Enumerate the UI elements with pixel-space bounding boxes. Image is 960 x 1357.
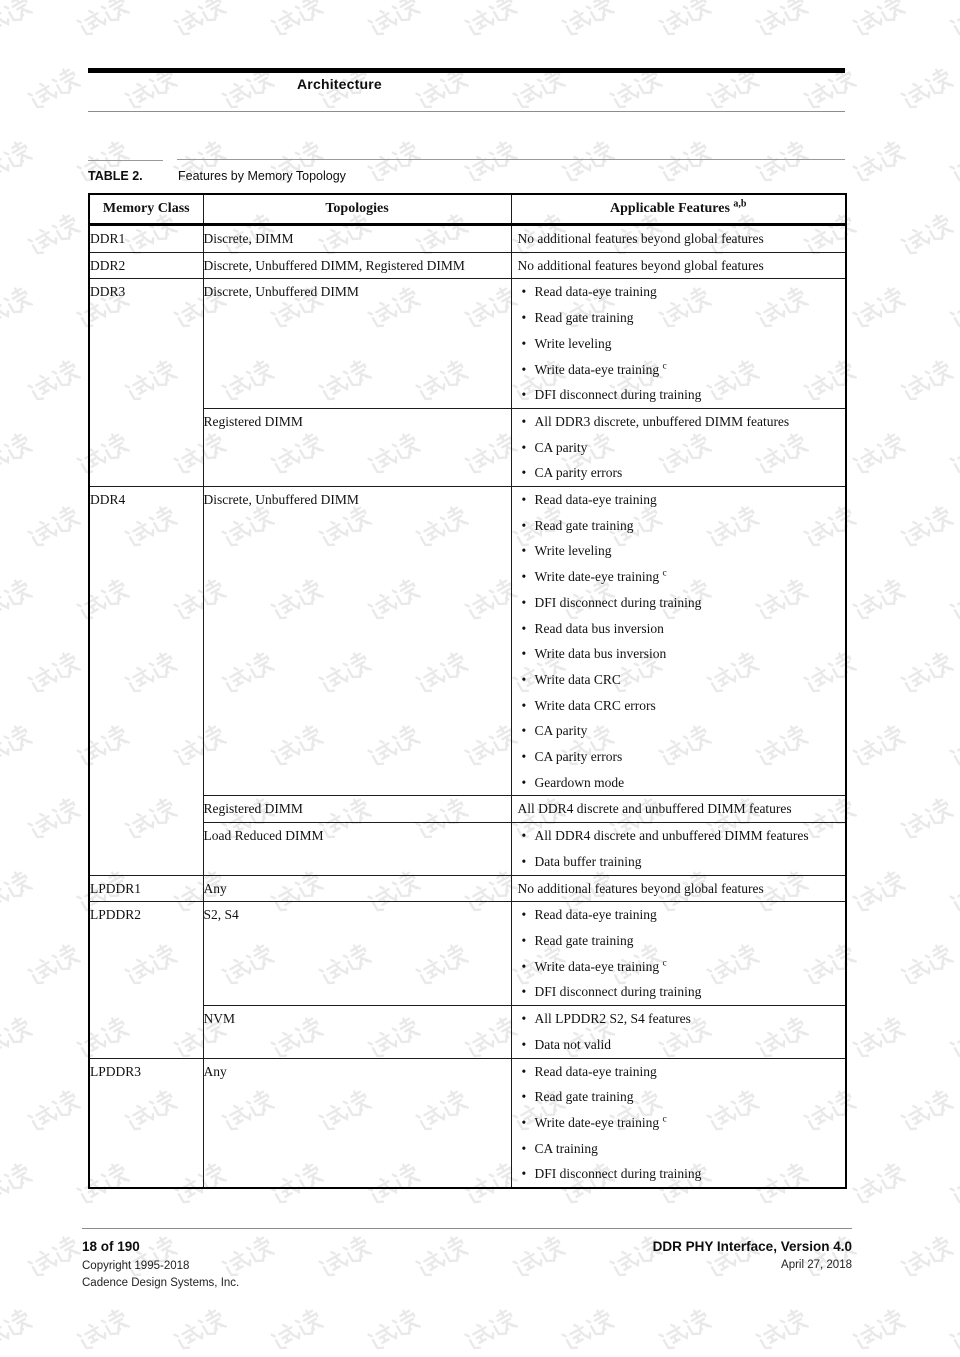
feature-text: Read gate training — [534, 310, 634, 326]
feature-item — [512, 279, 846, 305]
feature-item — [512, 641, 846, 667]
bullet-icon: • — [521, 646, 527, 662]
bullet-icon: • — [521, 1011, 527, 1027]
bullet-icon: • — [521, 1063, 527, 1079]
bullet-icon: • — [521, 413, 527, 429]
footnote-marker: c — [662, 568, 667, 579]
feature-item — [512, 590, 846, 616]
feature-item — [512, 435, 846, 461]
table-caption-title: Features by Memory Topology — [178, 169, 346, 183]
footer-doc-title: DDR PHY Interface, Version 4.0 — [652, 1239, 852, 1254]
table-row — [89, 487, 846, 796]
feature-text: All DDR3 discrete, unbuffered DIMM features — [534, 413, 790, 429]
feature-text: Read data-eye training — [534, 492, 657, 508]
feature-text: DFI disconnect during training — [534, 1166, 702, 1182]
feature-text: Geardown mode — [534, 774, 625, 790]
feature-item — [512, 770, 846, 796]
features-cell — [511, 875, 846, 902]
bullet-icon: • — [521, 335, 527, 351]
feature-text: Read gate training — [534, 1089, 634, 1105]
feature-text: Write data bus inversion — [534, 646, 667, 662]
features-cell — [511, 252, 846, 279]
header-footnote-marker: a,b — [733, 198, 747, 210]
footer-copyright: Copyright 1995-2018 — [82, 1260, 190, 1272]
feature-item — [512, 693, 846, 719]
caption-rule-long — [177, 159, 845, 160]
header-rule — [88, 68, 845, 73]
feature-item — [512, 718, 846, 744]
features-cell — [511, 1006, 846, 1058]
features-cell — [511, 1058, 846, 1188]
feature-text: Write date-eye training — [534, 569, 660, 585]
bullet-icon: • — [521, 749, 527, 765]
topology-cell: Discrete, Unbuffered DIMM — [203, 279, 511, 409]
bullet-icon: • — [521, 828, 527, 844]
feature-item — [512, 823, 846, 849]
bullet-icon: • — [521, 984, 527, 1000]
features-table — [88, 193, 847, 1189]
feature-text: CA parity errors — [534, 465, 623, 481]
feature-item — [512, 1136, 846, 1162]
feature-item — [512, 876, 846, 902]
footnote-marker: c — [662, 958, 667, 969]
bullet-icon: • — [521, 387, 527, 403]
features-cell — [511, 487, 846, 796]
table-row — [89, 796, 846, 823]
table-row — [89, 823, 846, 875]
feature-item — [512, 796, 846, 822]
table-row — [89, 408, 846, 486]
bullet-icon: • — [521, 697, 527, 713]
feature-text: Write data CRC errors — [534, 697, 656, 713]
table-row — [89, 875, 846, 902]
feature-text: Read data-eye training — [534, 907, 657, 923]
feature-text: Read gate training — [534, 517, 634, 533]
feature-item — [512, 744, 846, 770]
table-row — [89, 1006, 846, 1058]
bullet-icon: • — [521, 1036, 527, 1052]
feature-item — [512, 1006, 846, 1032]
table-row — [89, 252, 846, 279]
bullet-icon: • — [521, 1140, 527, 1156]
column-header-label: Topologies — [325, 201, 389, 216]
footer-page-number: 18 of 190 — [82, 1239, 140, 1254]
feature-item — [512, 1161, 846, 1187]
feature-text: CA training — [534, 1140, 598, 1156]
bullet-icon: • — [521, 1166, 527, 1182]
bullet-icon: • — [521, 517, 527, 533]
feature-item — [512, 226, 846, 252]
bullet-icon: • — [521, 620, 527, 636]
feature-text: Data not valid — [534, 1036, 611, 1052]
column-header-label: Applicable Features — [610, 201, 730, 216]
footnote-marker: c — [662, 361, 667, 372]
feature-item — [512, 1032, 846, 1058]
bullet-icon: • — [521, 1089, 527, 1105]
column-header-label: Memory Class — [102, 201, 190, 216]
feature-text: All DDR4 discrete and unbuffered DIMM features — [534, 828, 809, 844]
bullet-icon: • — [521, 310, 527, 326]
feature-item — [512, 1110, 846, 1136]
column-header-applicable-features — [511, 194, 846, 225]
footnote-marker: c — [662, 1114, 667, 1125]
feature-item — [512, 305, 846, 331]
bullet-icon: • — [521, 958, 527, 974]
bullet-icon: • — [521, 543, 527, 559]
memory-class-cell: DDR3 — [89, 279, 203, 487]
bullet-icon: • — [521, 594, 527, 610]
feature-item — [512, 538, 846, 564]
feature-text: DFI disconnect during training — [534, 594, 702, 610]
bullet-icon: • — [521, 907, 527, 923]
features-cell — [511, 902, 846, 1006]
feature-item — [512, 849, 846, 875]
bullet-icon: • — [521, 1114, 527, 1130]
feature-item — [512, 253, 846, 279]
footer-date: April 27, 2018 — [781, 1259, 852, 1271]
header-underline — [88, 111, 845, 112]
feature-item — [512, 954, 846, 980]
bullet-icon: • — [521, 723, 527, 739]
feature-text: CA parity — [534, 439, 588, 455]
table-row — [89, 902, 846, 1006]
table-row — [89, 1058, 846, 1188]
footer-right-block — [653, 1239, 852, 1271]
table-caption-label: TABLE 2. — [88, 169, 143, 183]
bullet-icon: • — [521, 569, 527, 585]
feature-text: No additional features beyond global features — [517, 880, 764, 896]
feature-text: No additional features beyond global features — [517, 231, 764, 246]
feature-item — [512, 667, 846, 693]
memory-class-cell: DDR2 — [89, 252, 203, 279]
features-cell — [511, 823, 846, 875]
footer-company: Cadence Design Systems, Inc. — [82, 1277, 240, 1289]
bullet-icon: • — [521, 465, 527, 481]
feature-text: Write leveling — [534, 335, 612, 351]
memory-class-cell: LPDDR2 — [89, 902, 203, 1058]
feature-text: Write leveling — [534, 543, 612, 559]
feature-text: DFI disconnect during training — [534, 984, 702, 1000]
column-header-memory-class — [89, 194, 203, 225]
table-row — [89, 279, 846, 409]
bullet-icon: • — [521, 361, 527, 377]
features-cell — [511, 408, 846, 486]
memory-class-cell: DDR1 — [89, 225, 203, 253]
feature-item — [512, 928, 846, 954]
topology-cell: Registered DIMM — [203, 408, 511, 486]
feature-text: Write date-eye training — [534, 1114, 660, 1130]
feature-text: CA parity — [534, 723, 588, 739]
feature-item — [512, 460, 846, 486]
features-cell — [511, 225, 846, 253]
topology-cell: NVM — [203, 1006, 511, 1058]
topology-cell: Any — [203, 875, 511, 902]
feature-text: Read data-eye training — [534, 1063, 657, 1079]
feature-text: Read data bus inversion — [534, 620, 664, 636]
feature-item — [512, 616, 846, 642]
memory-class-cell: LPDDR3 — [89, 1058, 203, 1188]
bullet-icon: • — [521, 492, 527, 508]
feature-item — [512, 1059, 846, 1085]
table-header-row — [89, 194, 846, 225]
feature-text: CA parity errors — [534, 749, 623, 765]
feature-text: Write data-eye training — [534, 958, 660, 974]
feature-item — [512, 331, 846, 357]
feature-item — [512, 357, 846, 383]
feature-text: Read gate training — [534, 932, 634, 948]
feature-item — [512, 564, 846, 590]
footer-rule — [82, 1228, 852, 1229]
feature-text: DFI disconnect during training — [534, 387, 702, 403]
bullet-icon: • — [521, 774, 527, 790]
bullet-icon: • — [521, 932, 527, 948]
topology-cell: S2, S4 — [203, 902, 511, 1006]
topology-cell: Discrete, Unbuffered DIMM, Registered DIMM — [203, 252, 511, 279]
feature-text: Read data-eye training — [534, 284, 657, 300]
topology-cell: Any — [203, 1058, 511, 1188]
table-row — [89, 225, 846, 253]
bullet-icon: • — [521, 439, 527, 455]
page-header-title: Architecture — [297, 76, 382, 92]
feature-item — [512, 409, 846, 435]
bullet-icon: • — [521, 853, 527, 869]
topology-cell: Registered DIMM — [203, 796, 511, 823]
feature-item — [512, 979, 846, 1005]
topology-cell: Load Reduced DIMM — [203, 823, 511, 875]
topology-cell: Discrete, Unbuffered DIMM — [203, 487, 511, 796]
feature-item — [512, 1084, 846, 1110]
feature-item — [512, 513, 846, 539]
caption-rule-short — [88, 160, 163, 161]
feature-text: All LPDDR2 S2, S4 features — [534, 1011, 691, 1027]
column-header-topologies — [203, 194, 511, 225]
feature-text: Write data CRC — [534, 671, 621, 687]
features-cell — [511, 279, 846, 409]
feature-text: Write data-eye training — [534, 361, 660, 377]
features-cell — [511, 796, 846, 823]
bullet-icon: • — [521, 671, 527, 687]
feature-text: No additional features beyond global features — [517, 257, 764, 273]
feature-item — [512, 382, 846, 408]
memory-class-cell: DDR4 — [89, 487, 203, 876]
topology-cell: Discrete, DIMM — [203, 225, 511, 253]
feature-text: All DDR4 discrete and unbuffered DIMM features — [517, 801, 792, 817]
memory-class-cell: LPDDR1 — [89, 875, 203, 902]
feature-item — [512, 487, 846, 513]
feature-item — [512, 902, 846, 928]
feature-text: Data buffer training — [534, 853, 642, 869]
bullet-icon: • — [521, 284, 527, 300]
